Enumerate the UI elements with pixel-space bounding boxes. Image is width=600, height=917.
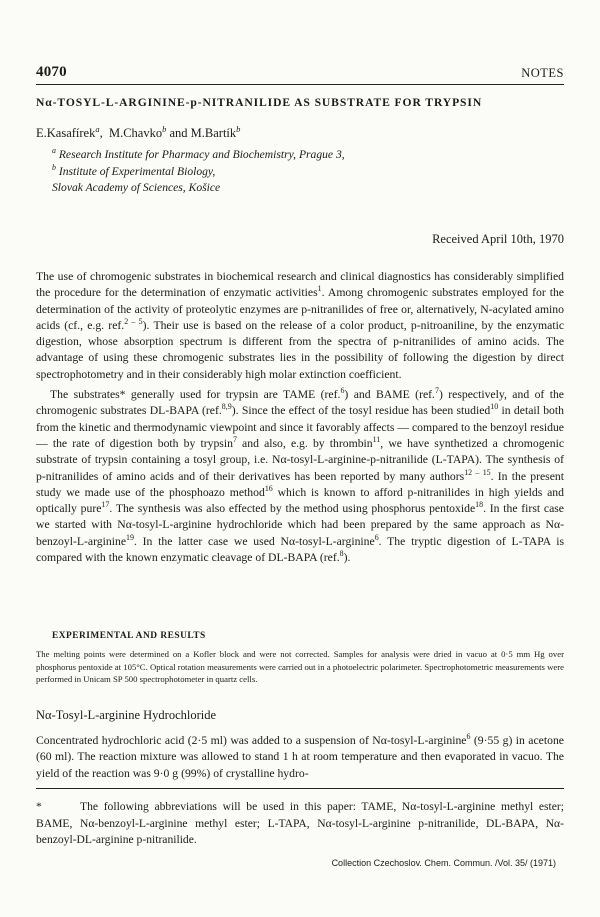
- text-run: Concentrated hydrochloric acid (2·5 ml) was added to a suspension of Nα-tosyl-L-arginine: [36, 734, 467, 747]
- article-body: [36, 269, 564, 570]
- affiliation-a: Research Institute for Pharmacy and Biochemistry, Prague 3,: [58, 148, 345, 161]
- reference-mark: 16: [264, 483, 273, 493]
- methods-note: The melting points were determined on a Kofler block and were not corrected. Samples for analysis were dried in vacuo at 0·5 mm Hg over phosphorus pentoxide at 105°C. Optical rotation measurements were carried out in a photoelectric polarimeter. Spectrophotometric measurements were performed in Unicam SP 500 spectrophotometer in quartz cells.: [36, 649, 564, 685]
- paragraph-intro: [36, 269, 564, 383]
- reference-mark: 7: [434, 386, 439, 396]
- text-run: ). Their use is based on the release of a color product, p-nitroaniline, by the enzymatic digestion, whose absorption spectrum is different from the spectra of p-nitranilides of amino acids. The advantage of using these chromogenic substrates lies in the possibility of following the digestion by direct spectrophotometry and in their considerably high molar extinction coefficient.: [36, 318, 565, 381]
- reference-mark: 19: [126, 532, 134, 542]
- text-run: (9·55 g) in acetone (60 ml). The reaction mixture was allowed to stand 1 h at room temperature and then evaporated in vacuo. The yield of the reaction was 9·0 g (99%) of crystalline hydro-: [36, 734, 564, 780]
- reference-mark: 6: [340, 386, 345, 396]
- text-run: , we have synthetized a chromogenic substrate of trypsin containing a tosyl group, i.e. Nα-tosyl-L-arginine-p-nitranilide (L-TAPA). The synthesis of p-nitranilides of amino acids and of their derivatives has been reported by many authors: [36, 436, 565, 483]
- text-run: . Among chromogenic substrates employed for the determination of the activity of proteolytic enzymes are p-nitranilides of free or, alternatively, N-acylated amino acids (cf., e.g. ref.: [36, 286, 564, 332]
- footnote-text: The following abbreviations will be used in this paper: TAME, Nα-tosyl-L-arginine methyl ester; BAME, Nα-benzoyl-L-arginine methyl ester; L-TAPA, Nα-tosyl-L-arginine p-nitranilide, DL-BAPA, Nα-benzoyl-DL-arginine p-nitranilide.: [36, 800, 564, 846]
- affiliation-b-line2: Slovak Academy of Sciences, Košice: [52, 181, 221, 194]
- text-run: and also, e.g. by thrombin: [236, 436, 373, 450]
- reference-mark: 10: [490, 402, 499, 412]
- subsection-heading: Nα-Tosyl-L-arginine Hydrochloride: [36, 708, 217, 722]
- journal-reference: Collection Czechoslov. Chem. Commun. /Vol. 35/ (1971): [331, 858, 556, 868]
- received-date: Received April 10th, 1970: [432, 232, 564, 246]
- text-run: The substrates* generally used for trypsin are TAME (ref.: [50, 388, 341, 402]
- author-chavko: M.Chavko: [108, 126, 163, 140]
- author-kasafirek: E.Kasafírek: [36, 126, 96, 140]
- footnote-divider: [36, 788, 564, 789]
- author-affiliation-mark: a: [95, 123, 100, 134]
- reference-mark: 2 – 5: [124, 317, 143, 326]
- page-number: 4070: [36, 64, 67, 80]
- author-list: E.Kasafírek$^a$, M.Chavko$^b$ and M.Bartík$^b$: [36, 123, 241, 140]
- text-run: in detail both from the kinetic and thermodynamic viewpoint and since it favorably affects — compared to the benzoyl residue — the rate of digestion both by trypsin: [36, 404, 564, 450]
- reference-mark: 6: [466, 732, 471, 742]
- text-run: ) respectively, and of the chromogenic substrates DL-BAPA (ref.: [36, 388, 564, 418]
- footnote-marker: *: [36, 800, 42, 813]
- reference-mark: 7: [232, 435, 237, 445]
- author-conjunction: and: [169, 126, 188, 140]
- text-run: ) and BAME (ref.: [344, 388, 435, 402]
- affiliation-label: a: [52, 146, 56, 156]
- article-title: Nα-TOSYL-L-ARGININE-p-NITRANILIDE AS SUBSTRATE FOR TRYPSIN: [36, 96, 483, 109]
- author-bartik: M.Bartík: [190, 126, 237, 140]
- text-run: . In the present study we made use of the phosphoazo method: [36, 469, 565, 499]
- section-label: NOTES: [521, 66, 564, 80]
- affiliation-label: b: [52, 162, 56, 172]
- text-run: which is known to afford p-nitranilides in high yields and optically pure: [36, 485, 564, 516]
- text-run: ). Since the effect of the tosyl residue has been studied: [231, 404, 491, 418]
- text-run: ).: [343, 551, 351, 565]
- text-run: . In the latter case we used Nα-tosyl-L-arginine: [133, 534, 375, 548]
- reference-mark: 6: [374, 532, 379, 542]
- affiliations: [52, 147, 345, 197]
- paragraph-substrates: [36, 387, 564, 566]
- reference-mark: 8: [339, 549, 344, 559]
- reference-mark: 12 – 15: [464, 467, 491, 477]
- text-run: The use of chromogenic substrates in biochemical research and clinical diagnostics has considerably simplified the procedure for the determination of enzymatic activities: [36, 270, 564, 300]
- reference-mark: 17: [101, 500, 110, 510]
- footnote: [36, 799, 564, 849]
- text-run: . In the first case we started with Nα-tosyl-L-arginine hydrochloride which had been prepared by the same approach as Nα-benzoyl-L-arginine: [36, 502, 564, 548]
- reference-mark: 11: [372, 435, 381, 445]
- reference-mark: 18: [475, 500, 484, 510]
- author-affiliation-mark: b: [162, 123, 167, 134]
- reference-mark: 8,9: [221, 402, 232, 412]
- author-affiliation-mark: b: [236, 123, 241, 134]
- text-run: . The tryptic digestion of L-TAPA is compared with the known enzymatic cleavage of DL-BAPA (ref.: [36, 534, 565, 565]
- reference-mark: 1: [317, 284, 322, 294]
- affiliation-b: Institute of Experimental Biology,: [58, 164, 216, 178]
- section-heading: EXPERIMENTAL AND RESULTS: [52, 631, 206, 641]
- paragraph-hydrochloride: [36, 733, 564, 782]
- running-header: [36, 62, 564, 85]
- text-run: . The synthesis was also effected by the method using phosphorus pentoxide: [109, 502, 476, 516]
